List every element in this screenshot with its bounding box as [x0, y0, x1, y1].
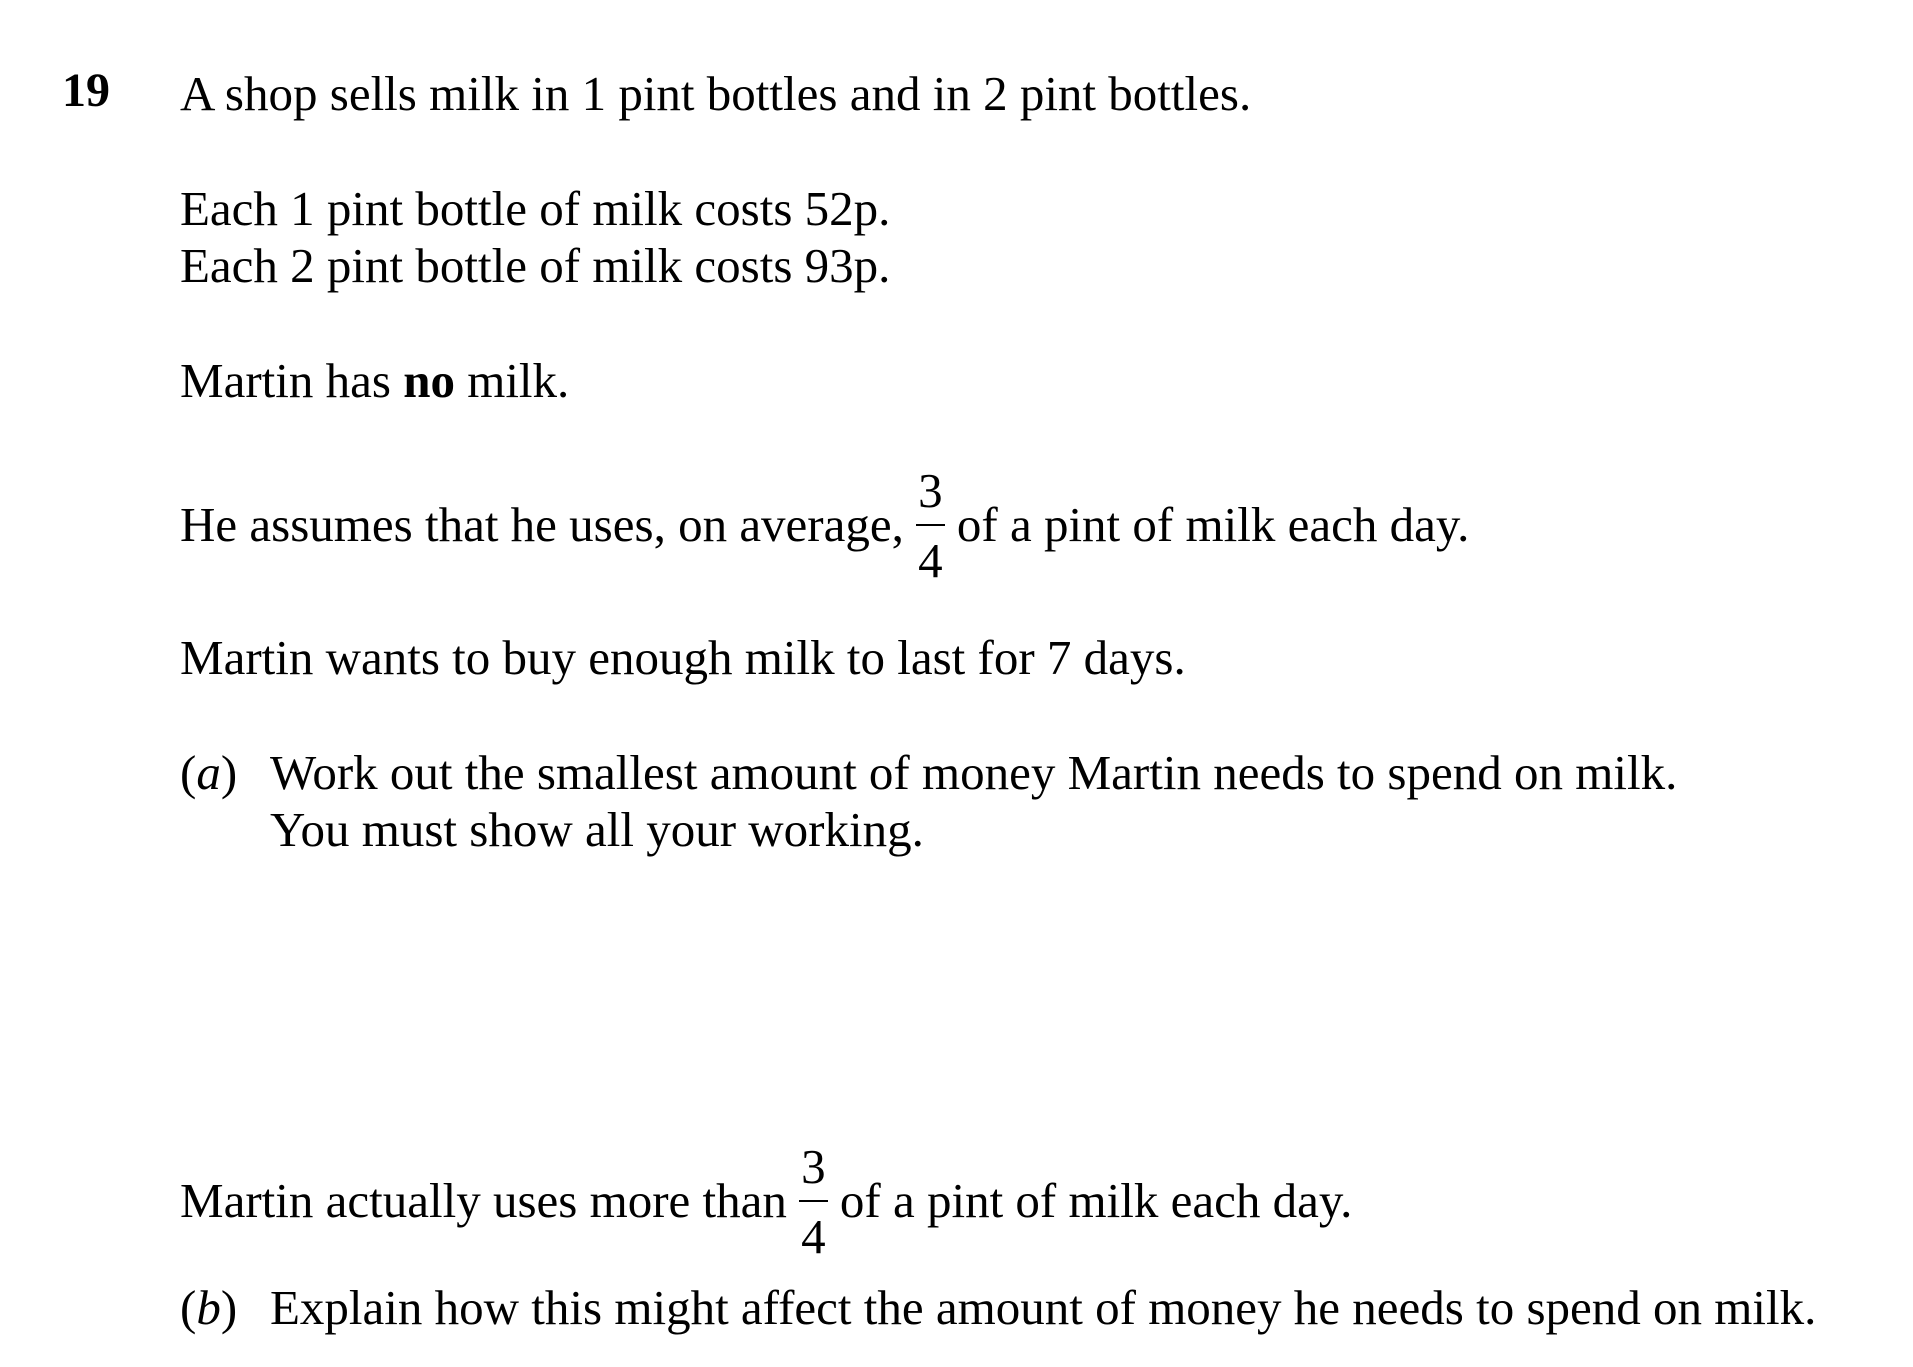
fraction-denominator-2: 4 — [801, 1209, 826, 1264]
part-b-open-paren: ( — [180, 1280, 197, 1335]
intro-text: A shop sells milk in 1 pint bottles and in 2 pint bottles. — [180, 66, 1252, 121]
question-number: 19 — [62, 64, 110, 117]
part-a-line-1: Work out the smallest amount of money Martin needs to spend on milk. — [270, 745, 1678, 800]
assumption-after: of a pint of milk each day. — [944, 496, 1470, 552]
assumption-before: He assumes that he uses, on average, — [180, 496, 917, 552]
part-a-line-2: You must show all your working. — [270, 802, 924, 857]
part-a-open-paren: ( — [180, 745, 197, 800]
no-milk-statement — [180, 353, 570, 408]
no-milk-bold: no — [403, 353, 455, 408]
part-a-close-paren: ) — [220, 745, 238, 800]
fraction-bar — [916, 524, 945, 526]
part-b-close-paren: ) — [220, 1280, 238, 1335]
part-b-letter: b — [196, 1280, 221, 1335]
part-a-label — [180, 745, 238, 800]
part-b-line-1: Explain how this might affect the amount of money he needs to spend on milk. — [270, 1280, 1817, 1335]
fraction-three-quarters-2 — [799, 1139, 828, 1264]
wants-statement: Martin wants to buy enough milk to last for 7 days. — [180, 630, 1186, 685]
actual-before: Martin actually uses more than — [180, 1172, 800, 1228]
fraction-numerator-2: 3 — [801, 1139, 826, 1194]
assumption-statement — [180, 463, 1470, 589]
no-milk-before: Martin has — [180, 353, 404, 408]
part-b-label — [180, 1280, 238, 1335]
fraction-denominator: 4 — [918, 533, 943, 588]
price-1-pint: Each 1 pint bottle of milk costs 52p. — [180, 181, 891, 236]
fraction-bar-2 — [799, 1200, 828, 1202]
actual-after: of a pint of milk each day. — [827, 1172, 1353, 1228]
actual-usage-statement — [180, 1139, 1353, 1265]
part-a-letter: a — [196, 745, 221, 800]
fraction-three-quarters — [916, 463, 945, 588]
no-milk-after: milk. — [454, 353, 570, 408]
price-2-pint: Each 2 pint bottle of milk costs 93p. — [180, 238, 891, 293]
fraction-numerator: 3 — [918, 463, 943, 518]
